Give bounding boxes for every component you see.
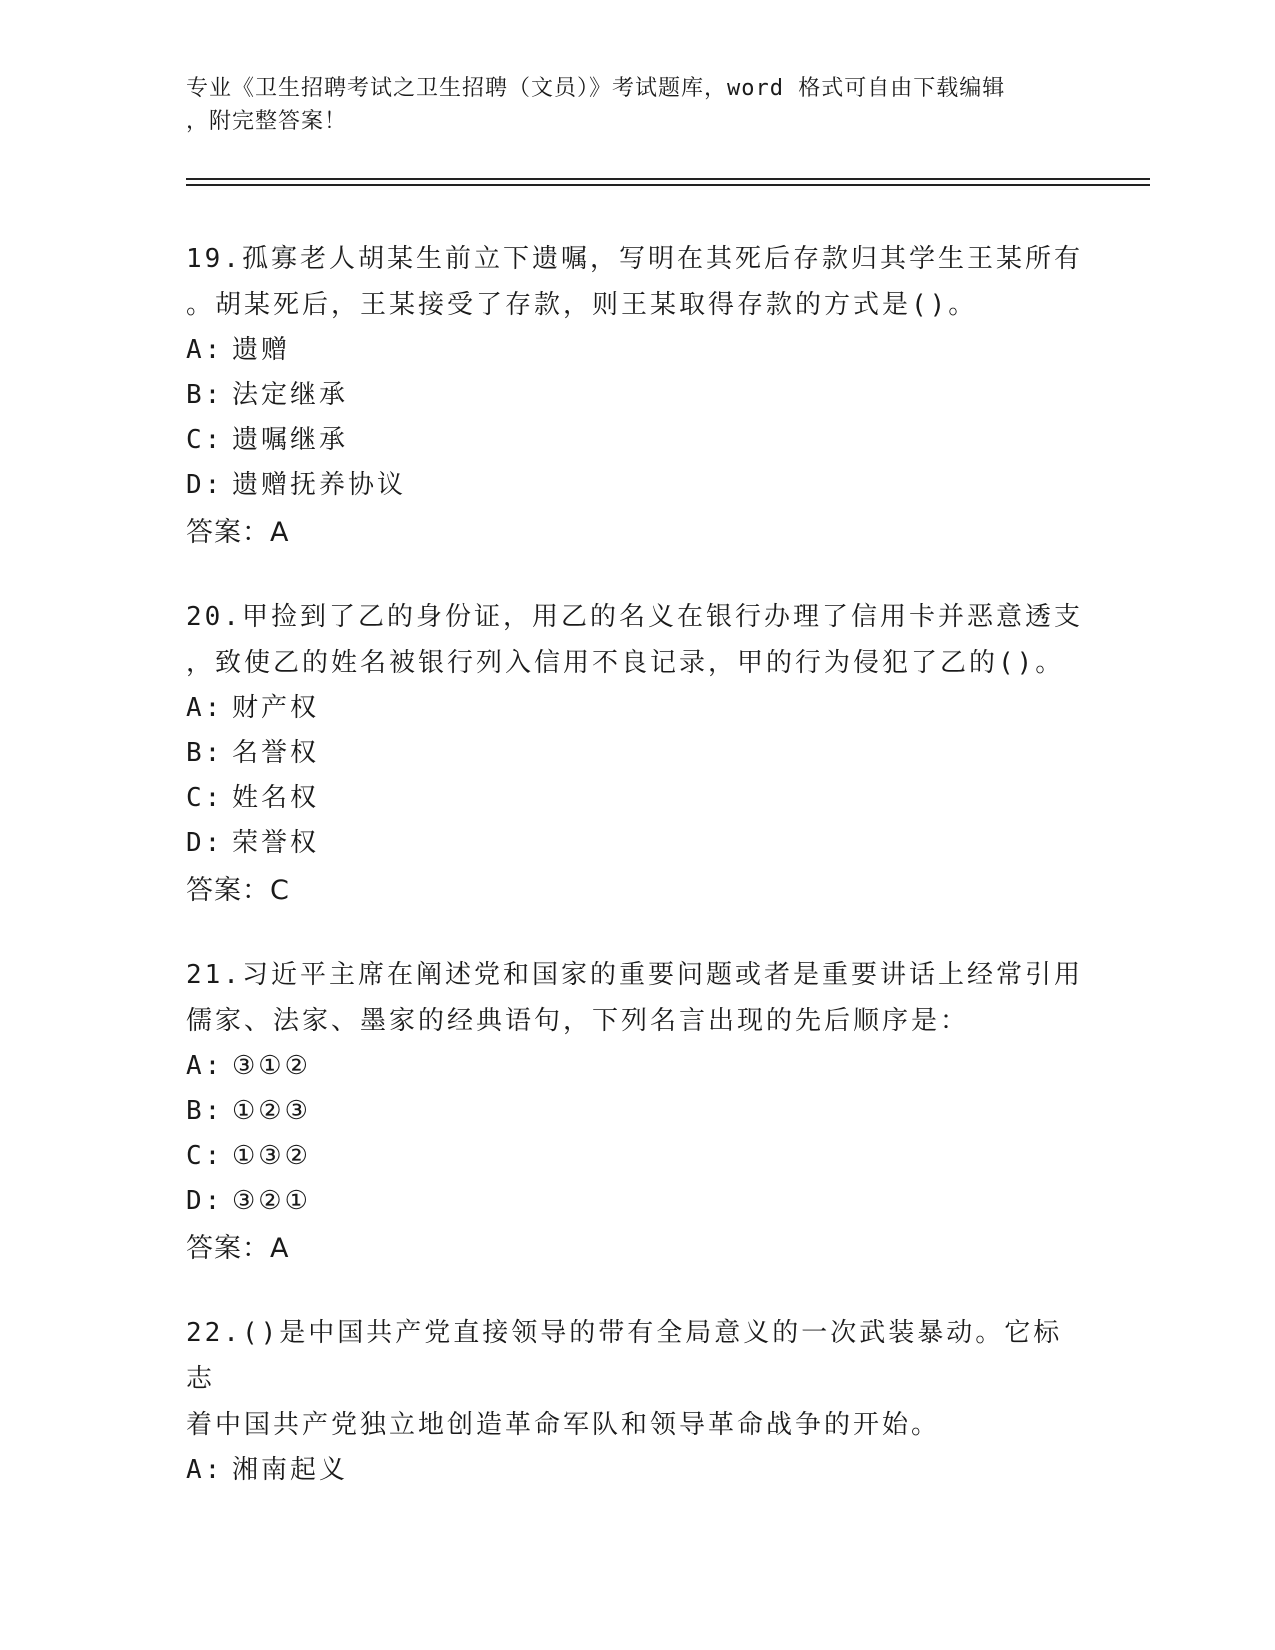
option-text: 姓名权 <box>232 783 320 813</box>
option-a <box>186 686 1086 731</box>
option-key: A: <box>186 693 224 723</box>
question-21 <box>186 952 1086 1272</box>
option-key: D: <box>186 828 224 858</box>
question-list <box>186 236 1086 1531</box>
answer-label: 答案：A <box>186 517 290 548</box>
question-stem-line: 。胡某死后，王某接受了存款，则王某取得存款的方式是()。 <box>186 290 978 320</box>
option-key: A: <box>186 1455 224 1485</box>
option-a <box>186 1448 1086 1493</box>
option-d <box>186 1179 1086 1224</box>
question-stem <box>186 952 1086 1044</box>
option-key: A: <box>186 335 224 365</box>
option-a <box>186 1044 1086 1089</box>
answer-label: 答案：A <box>186 1233 290 1264</box>
option-key: C: <box>186 425 224 455</box>
option-text: ①②③ <box>232 1096 311 1126</box>
option-text: 湘南起义 <box>232 1455 349 1485</box>
header-line-1: 专业《卫生招聘考试之卫生招聘（文员）》考试题库，word 格式可自由下载编辑 <box>186 76 1006 101</box>
question-stem-line: 21.习近平主席在阐述党和国家的重要问题或者是重要讲话上经常引用 <box>186 960 1083 990</box>
option-a <box>186 328 1086 373</box>
header-divider-bottom <box>186 184 1150 186</box>
header-line-2: ，附完整答案！ <box>186 109 348 134</box>
option-text: 遗赠 <box>232 335 291 365</box>
question-22 <box>186 1310 1086 1493</box>
option-text: 遗赠抚养协议 <box>232 470 407 500</box>
question-19 <box>186 236 1086 556</box>
option-key: D: <box>186 470 224 500</box>
option-text: 荣誉权 <box>232 828 320 858</box>
option-text: ③①② <box>232 1051 311 1081</box>
question-stem-line: ，致使乙的姓名被银行列入信用不良记录，甲的行为侵犯了乙的()。 <box>186 648 1065 678</box>
option-c <box>186 418 1086 463</box>
option-text: 遗嘱继承 <box>232 425 349 455</box>
option-key: D: <box>186 1186 224 1216</box>
option-b <box>186 731 1086 776</box>
document-header <box>186 72 1066 138</box>
question-20 <box>186 594 1086 914</box>
option-d <box>186 463 1086 508</box>
option-key: B: <box>186 1096 224 1126</box>
question-stem-line: 20.甲捡到了乙的身份证，用乙的名义在银行办理了信用卡并恶意透支 <box>186 602 1083 632</box>
question-stem <box>186 1310 1086 1448</box>
option-text: 财产权 <box>232 693 320 723</box>
option-b <box>186 373 1086 418</box>
question-stem-line: 19.孤寡老人胡某生前立下遗嘱，写明在其死后存款归其学生王某所有 <box>186 244 1083 274</box>
option-c <box>186 776 1086 821</box>
option-key: C: <box>186 783 224 813</box>
option-d <box>186 821 1086 866</box>
option-text: 法定继承 <box>232 380 349 410</box>
question-stem <box>186 236 1086 328</box>
question-stem-line: 儒家、法家、墨家的经典语句，下列名言出现的先后顺序是： <box>186 1006 970 1036</box>
option-key: A: <box>186 1051 224 1081</box>
option-text: 名誉权 <box>232 738 320 768</box>
answer-label: 答案：C <box>186 875 290 906</box>
option-text: ③②① <box>232 1186 311 1216</box>
question-stem-line: 着中国共产党独立地创造革命军队和领导革命战争的开始。 <box>186 1410 941 1440</box>
header-divider-top <box>186 178 1150 180</box>
question-stem <box>186 594 1086 686</box>
option-key: B: <box>186 738 224 768</box>
question-stem-line: 22.()是中国共产党直接领导的带有全局意义的一次武装暴动。它标志 <box>186 1318 1063 1394</box>
option-b <box>186 1089 1086 1134</box>
option-key: C: <box>186 1141 224 1171</box>
option-key: B: <box>186 380 224 410</box>
option-text: ①③② <box>232 1141 311 1171</box>
option-c <box>186 1134 1086 1179</box>
